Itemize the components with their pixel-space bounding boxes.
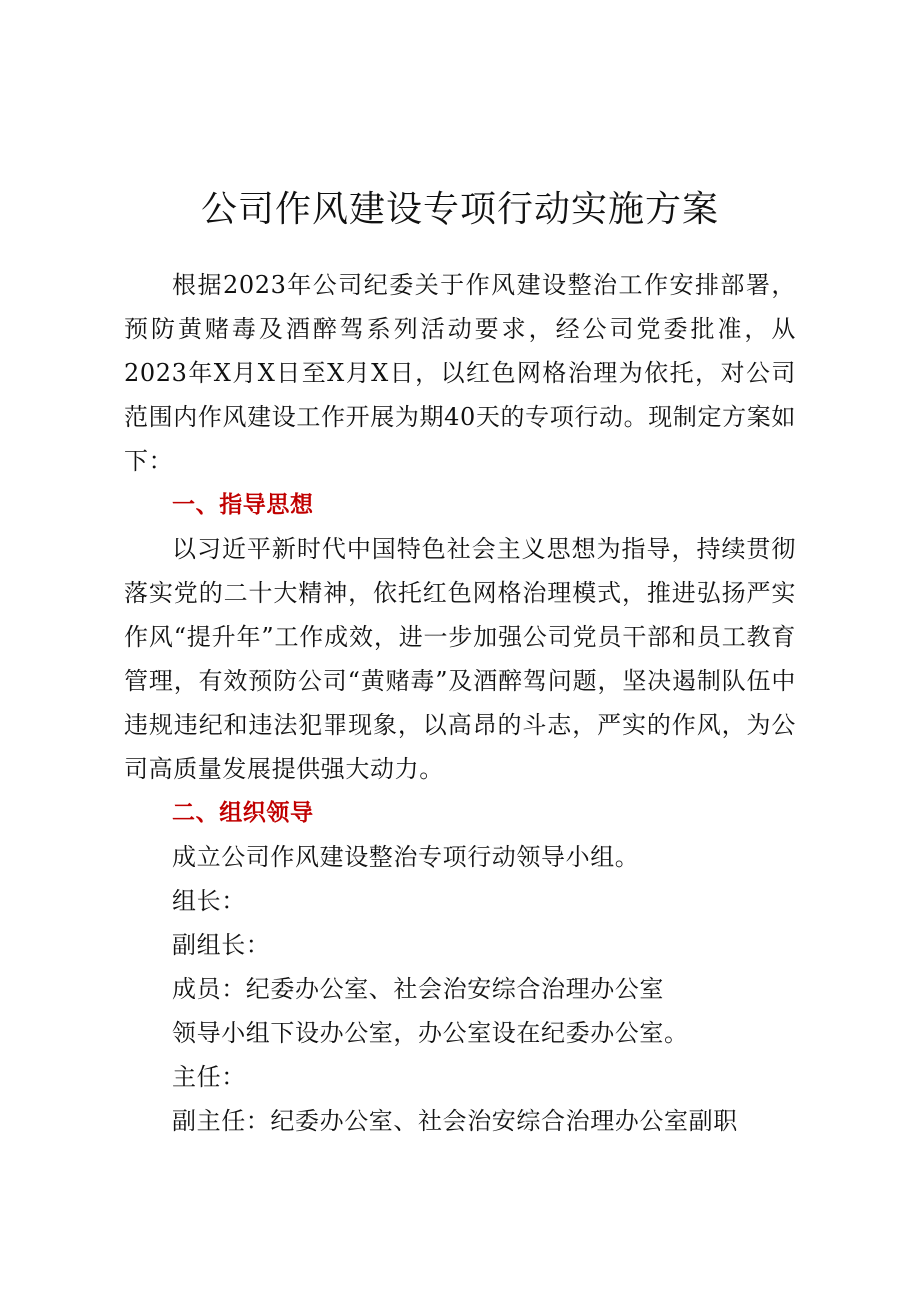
organization-line-group-established: 成立公司作风建设整治专项行动领导小组。	[172, 843, 640, 871]
organization-line-office: 领导小组下设办公室，办公室设在纪委办公室。	[172, 1019, 689, 1047]
organization-line-members: 成员：纪委办公室、社会治安综合治理办公室	[172, 975, 664, 1003]
document-title: 公司作风建设专项行动实施方案	[200, 189, 719, 230]
section-heading-organization: 二、组织领导	[172, 800, 314, 826]
intro-paragraph: 根据2023年公司纪委关于作风建设整治工作安排部署，预防黄赌毒及酒醉驾系列活动要求，经公司党委批准，从2023年X月X日至X月X日，以红色网格治理为依托，对公司范围内作风建设工作开展为期40天的专项行动。现制定方案如下：	[124, 271, 796, 475]
section-heading-guiding-ideology: 一、指导思想	[172, 492, 314, 518]
organization-line-deputy-leader: 副组长：	[172, 931, 271, 959]
guiding-ideology-paragraph: 以习近平新时代中国特色社会主义思想为指导，持续贯彻落实党的二十大精神，依托红色网格治理模式，推进弘扬严实作风“提升年”工作成效，进一步加强公司党员干部和员工教育管理，有效预防公司“黄赌毒”及酒醉驾问题，坚决遏制队伍中违规违纪和违法犯罪现象，以高昂的斗志，严实的作风，为公司高质量发展提供强大动力。	[124, 535, 796, 783]
document-body	[124, 263, 796, 1143]
organization-line-leader: 组长：	[172, 887, 246, 915]
organization-line-director: 主任：	[172, 1063, 246, 1091]
organization-line-deputy-director: 副主任：纪委办公室、社会治安综合治理办公室副职	[172, 1107, 738, 1135]
